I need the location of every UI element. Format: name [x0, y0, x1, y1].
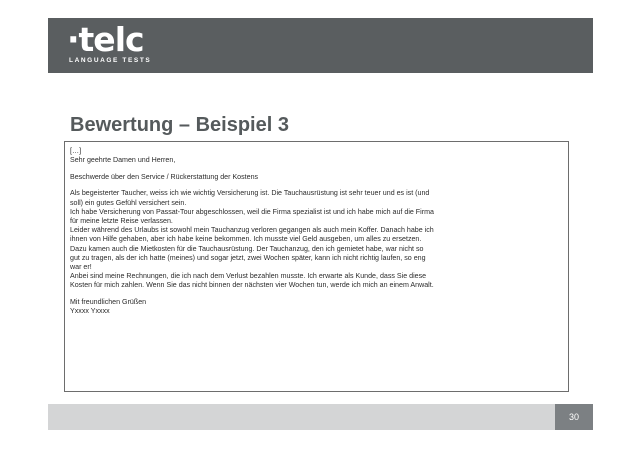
letter-line: Beschwerde über den Service / Rückerstattung der Kostens	[70, 172, 259, 181]
letter-line: Als begeisterter Taucher, weiss ich wie wichtig Versicherung ist. Die Tauchausrüstung ist sehr teuer und es ist (und	[70, 189, 430, 198]
letter-box	[64, 141, 569, 392]
letter-line: Leider während des Urlaubs ist sowohl mein Tauchanzug verloren gegangen als auch mein Koffer. Danach habe ich	[70, 226, 434, 235]
slide-title: Bewertung – Beispiel 3	[70, 114, 289, 136]
letter-line: Kosten für mich zahlen. Wenn Sie das nicht binnen der nächsten vier Wochen tun, werde ich mich an einem Anwalt.	[70, 281, 434, 290]
telc-logo: ·telc	[67, 20, 144, 59]
letter-line: soll) ein gutes Gefühl versichert sein.	[70, 198, 187, 207]
letter-line: […]	[70, 147, 82, 155]
blank-line	[70, 182, 564, 189]
letter-line: Dazu kamen auch die Mietkosten für die Tauchausrüstung. Der Tauchanzug, den ich gemietet habe, war nicht so	[70, 244, 424, 253]
letter-line: war er!	[70, 263, 92, 272]
letter-line: Sehr geehrte Damen und Herren,	[70, 156, 176, 165]
page-number: 30	[555, 404, 593, 430]
letter-line: gut zu tragen, als der ich hatte (meines) und sogar jetzt, zwei Wochen später, kann ich nicht richtig laufen, so eng	[70, 253, 426, 262]
letter-line: für meine letzte Reise verlassen.	[70, 217, 173, 225]
letter-line: Anbei sind meine Rechnungen, die ich nach dem Verlust bezahlen musste. Ich erwarte als Kunde, dass Sie diese	[70, 272, 427, 281]
letter-line: Yxxxx Yxxxx	[70, 307, 110, 316]
letter-line: ihnen von Hilfe gehaben, aber ich habe keine bekommen. Ich musste viel Geld ausgeben, um alles zu ersetzen.	[70, 235, 422, 244]
blank-line	[70, 291, 564, 298]
logo-tagline: LANGUAGE TESTS	[69, 57, 152, 64]
letter-line: Ich habe Versicherung von Passat-Tour abgeschlossen, weil die Firma spezialist ist und ich habe mich auf die Firma	[70, 207, 434, 216]
header-bar	[48, 18, 593, 73]
blank-line	[70, 165, 564, 172]
footer-bar	[48, 404, 593, 430]
letter-line: Mit freundlichen Grüßen	[70, 298, 147, 307]
